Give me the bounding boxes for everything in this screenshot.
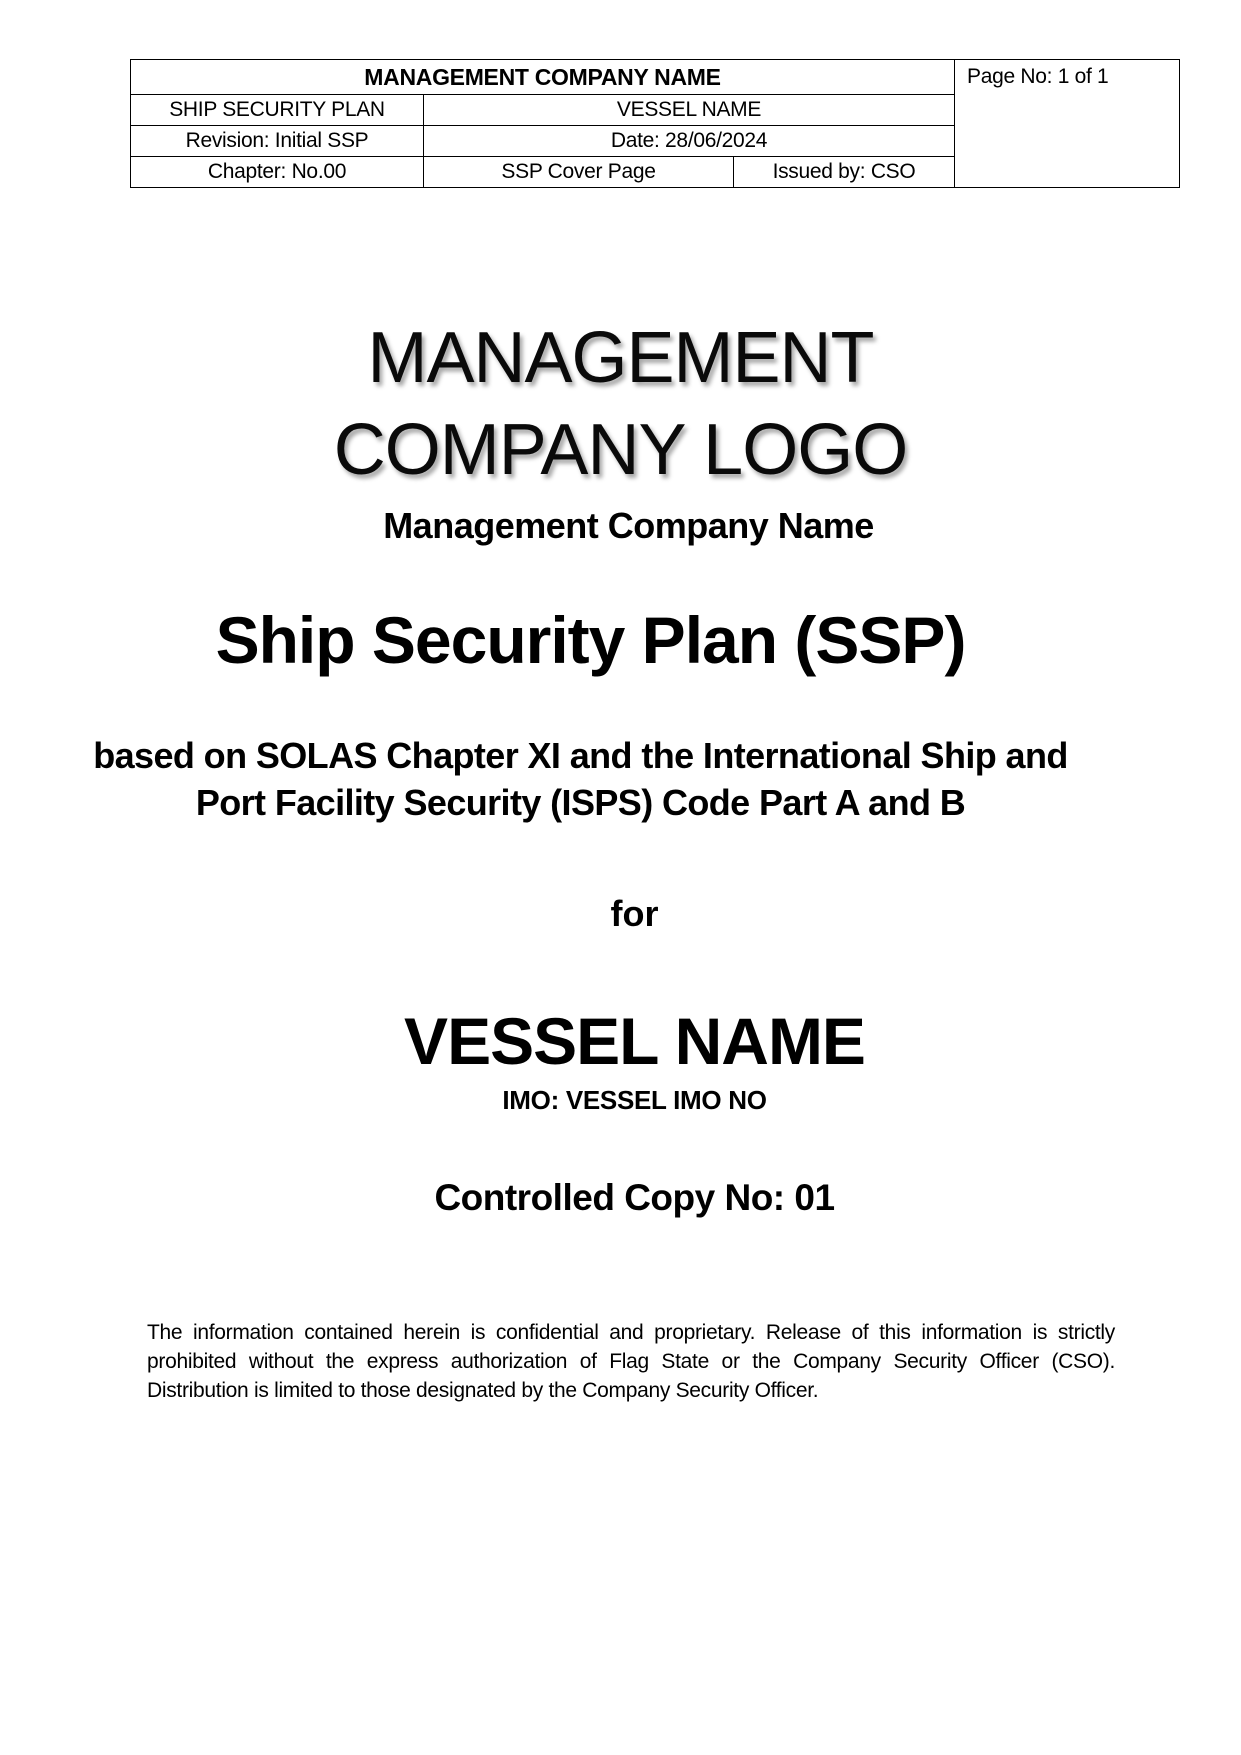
for-label: for xyxy=(610,893,659,934)
header-document-type: SHIP SECURITY PLAN xyxy=(131,95,424,126)
company-logo-placeholder xyxy=(0,312,1241,496)
header-company-name: MANAGEMENT COMPANY NAME xyxy=(131,60,955,95)
regulatory-basis xyxy=(0,732,1201,826)
header-page-number: Page No: 1 of 1 xyxy=(955,60,1180,188)
cover-company-name: Management Company Name xyxy=(383,505,874,546)
controlled-copy-number: Controlled Copy No: 01 xyxy=(434,1177,835,1218)
cover-vessel-name: VESSEL NAME xyxy=(404,1004,865,1078)
logo-line-1: MANAGEMENT xyxy=(367,318,874,398)
header-chapter: Chapter: No.00 xyxy=(131,157,424,188)
document-control-header xyxy=(130,59,1180,188)
confidentiality-disclaimer: The information contained herein is confidential and proprietary. Release of this information is strictly prohibited without the express authorization of Flag State or the Company Security Officer (CSO). Distribution is limited to those designated by the Company Security Officer. xyxy=(147,1321,1115,1402)
vessel-imo-number: IMO: VESSEL IMO NO xyxy=(502,1085,767,1115)
header-revision: Revision: Initial SSP xyxy=(131,126,424,157)
logo-line-2: COMPANY LOGO xyxy=(333,410,908,490)
regulatory-basis-line-2: Port Facility Security (ISPS) Code Part A and B xyxy=(195,782,966,823)
header-section: SSP Cover Page xyxy=(424,157,734,188)
header-vessel-name: VESSEL NAME xyxy=(424,95,955,126)
regulatory-basis-line-1: based on SOLAS Chapter XI and the International Ship and xyxy=(93,735,1068,776)
document-title: Ship Security Plan (SSP) xyxy=(215,603,966,677)
header-date: Date: 28/06/2024 xyxy=(424,126,955,157)
header-issued-by: Issued by: CSO xyxy=(734,157,955,188)
